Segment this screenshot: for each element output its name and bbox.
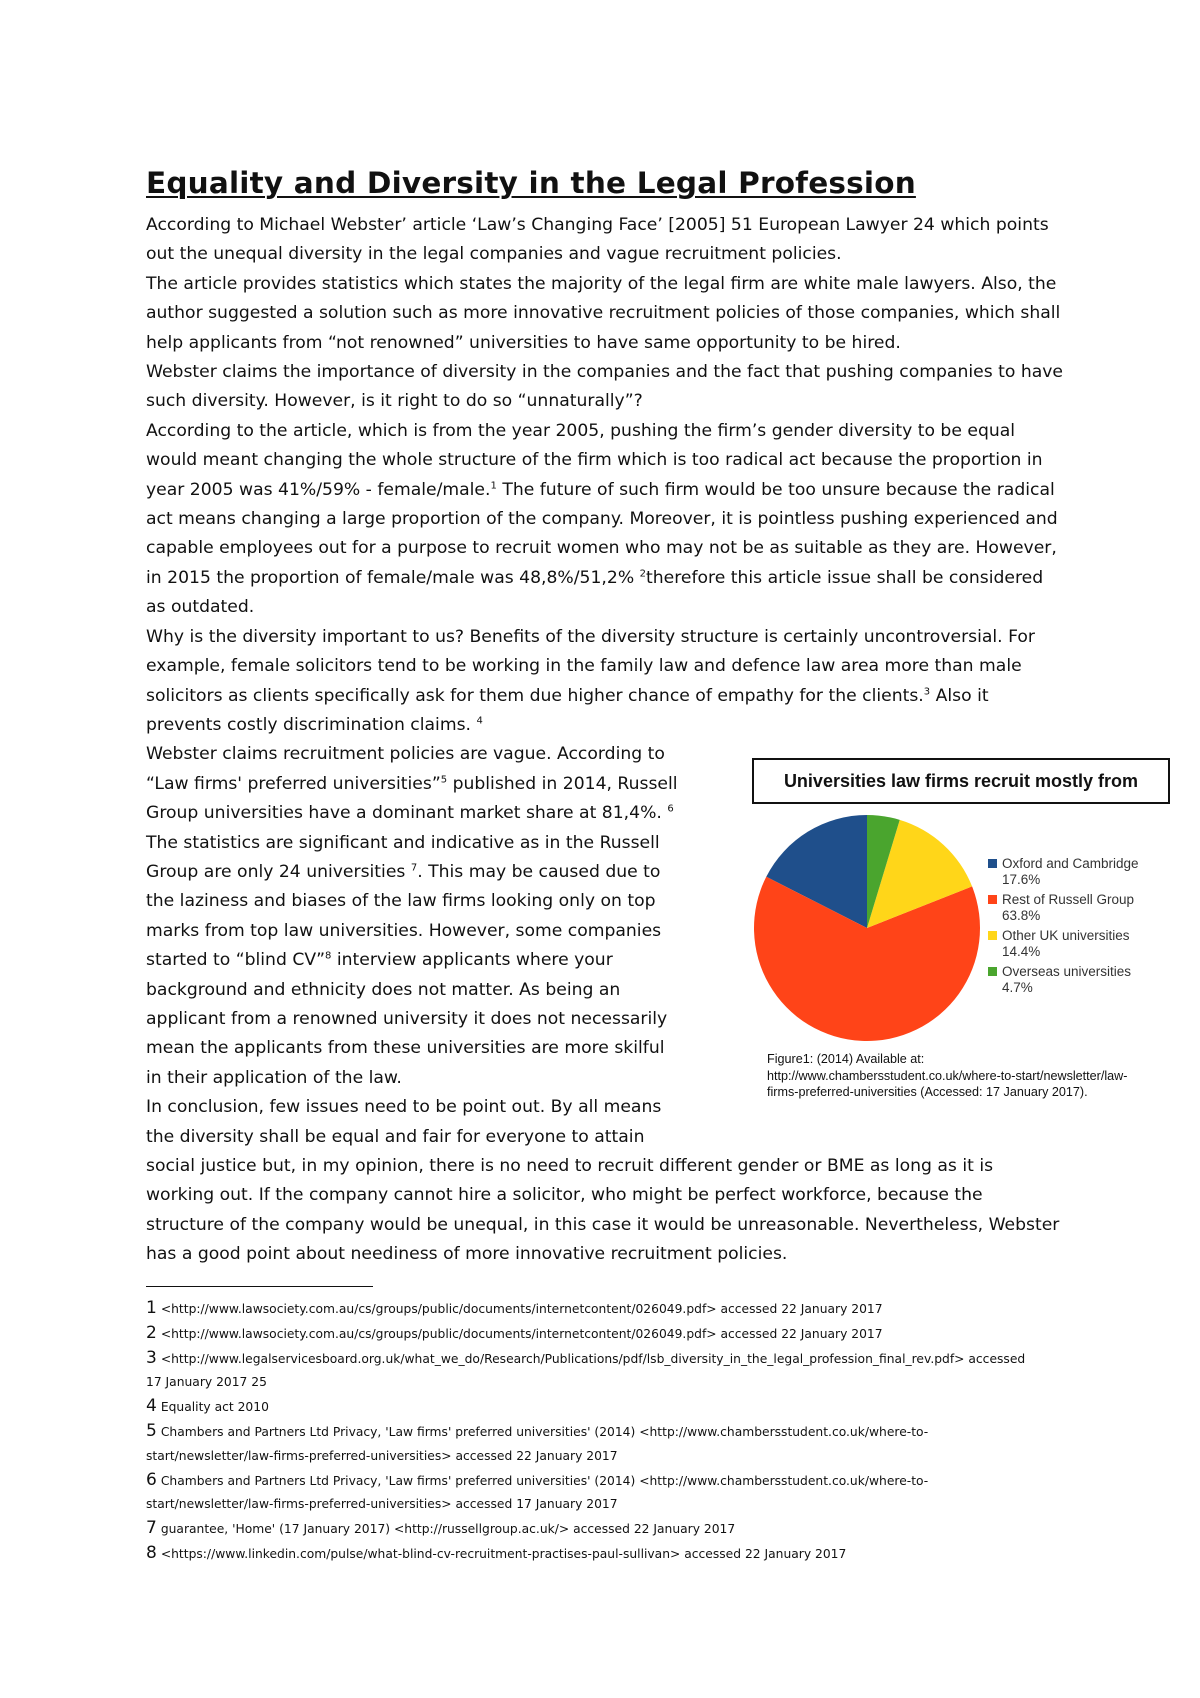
- paragraph-intro: According to Michael Webster’ article ‘Law’s Changing Face’ [2005] 51 European Lawyer 24 which points out the unequal diversity in the legal companies and vague recruitment policies.: [146, 215, 1049, 265]
- footnote-text: Chambers and Partners Ltd Privacy, 'Law firms' preferred universities' (2014) <http://www.chambersstudent.co.uk/where-to-start/newsletter/law-firms-preferred-universities> accessed 17 January 2017: [146, 1473, 929, 1512]
- legend-swatch: [988, 895, 997, 904]
- footnote-ref[interactable]: 1: [490, 479, 497, 491]
- legend-item: [988, 892, 1178, 924]
- footnote-text: Equality act 2010: [160, 1400, 269, 1415]
- chart-legend: [988, 856, 1178, 1000]
- footnotes: [146, 1297, 1026, 1567]
- text-run: The future of such firm would be too unsure because the radical act means changing a large proportion of the company. Moreover, it is pointless pushing experienced and capable employees out for a purpose to recruit women who may not be as suitable as they are. However, in 2015 the proportion of female/male was 48,8%/51,2%: [146, 479, 1058, 588]
- footnote: [146, 1517, 1026, 1542]
- footnote-number: 3: [146, 1347, 157, 1368]
- footnote-ref[interactable]: 8: [325, 950, 332, 962]
- legend-item: [988, 964, 1178, 996]
- caption-line: Figure1: (2014) Available at:: [767, 1052, 925, 1066]
- footnote-text: <http://www.legalservicesboard.org.uk/what_we_do/Research/Publications/pdf/lsb_diversity_in_the_legal_profession_final_rev.pdf> accessed 17 January 2017 25: [146, 1351, 1026, 1390]
- legend-label: Other UK universities: [1002, 928, 1130, 943]
- footnote: [146, 1297, 1026, 1322]
- footnote-ref[interactable]: 5: [440, 773, 448, 785]
- legend-item: [988, 928, 1178, 960]
- footnote-ref[interactable]: 3: [923, 685, 931, 697]
- text-run: interview applicants where your background and ethnicity does not matter. As being an applicant from a renowned university it does not necessarily mean the applicants from these universities are more skilful in their application of the law.: [146, 950, 668, 1088]
- figure-caption: [767, 1051, 1177, 1101]
- footnote-text: guarantee, 'Home' (17 January 2017) <http://russellgroup.ac.uk/> accessed 22 January 2017: [160, 1522, 736, 1537]
- text-run: Webster claims recruitment policies are vague. According to “Law firms' preferred universities”: [146, 744, 665, 794]
- legend-swatch: [988, 931, 997, 940]
- text-run: therefore this article issue shall be considered as outdated.: [146, 567, 1044, 618]
- text-run: published in 2014, Russell Group universities have a dominant market share at 81,4%.: [146, 773, 678, 824]
- legend-label: Overseas universities: [1002, 964, 1132, 979]
- footnote-number: 8: [146, 1542, 157, 1563]
- footnote-ref[interactable]: 6: [667, 803, 674, 815]
- footnote-number: 6: [146, 1469, 157, 1490]
- caption-link[interactable]: http://www.chambersstudent.co.uk/where-to-start/newsletter/law-: [767, 1068, 1128, 1083]
- paragraph-importance: Webster claims the importance of diversity in the companies and the fact that pushing companies to have such diversity. However, is it right to do so “unnaturally”?: [146, 362, 1064, 412]
- paragraph-gender: [146, 417, 1066, 623]
- footnote: [146, 1420, 1026, 1469]
- legend-value: 63.8%: [1002, 908, 1041, 923]
- footnote-separator: [146, 1286, 373, 1287]
- footnote-number: 5: [146, 1420, 157, 1441]
- footnote-ref[interactable]: 2: [639, 568, 646, 580]
- footnote-number: 4: [146, 1396, 157, 1417]
- legend-label: Oxford and Cambridge: [1002, 856, 1139, 871]
- pie-chart-figure: [752, 758, 1178, 1113]
- legend-label: Rest of Russell Group: [1002, 892, 1135, 907]
- text-run: The statistics are significant and indicative as in the Russell Group are only 24 universities: [146, 832, 660, 882]
- paragraph-benefits: [146, 623, 1066, 741]
- text-run: According to the article, which is from the year 2005, pushing the firm’s gender diversity to be equal would meant changing the whole structure of the firm which is too radical act because the proportion in year 2005 was 41%/59% - female/male.: [146, 420, 1043, 500]
- footnote: [146, 1542, 1026, 1567]
- legend-swatch: [988, 967, 997, 976]
- footnote: [146, 1347, 1026, 1396]
- footnote-number: 2: [146, 1322, 157, 1343]
- chart-title: Universities law firms recruit mostly from: [752, 758, 1170, 804]
- text-run: Why is the diversity important to us? Benefits of the diversity structure is certainly uncontroversial. For example, female solicitors tend to be working in the family law and defence law area more than male solicitors as clients specifically ask for them due higher chance of empathy for the clients.: [146, 626, 1035, 706]
- footnote-text: Chambers and Partners Ltd Privacy, 'Law firms' preferred universities' (2014) <http://www.chambersstudent.co.uk/where-to-start/newsletter/law-firms-preferred-universities> accessed 22 January 2017: [146, 1424, 929, 1463]
- paragraph-conclusion: In conclusion, few issues need to be point out. By all means the diversity shall be equal and fair for everyone to attain social justice but, in my opinion, there is no need to recruit different gender or BME as long as it is working out. If the company cannot hire a solicitor, who might be perfect workforce, because the structure of the company would be unequal, in this case it would be unreasonable. Nevertheless, Webster has a good point about neediness of more innovative recruitment policies.: [146, 1097, 1060, 1265]
- pie-chart: [752, 813, 982, 1043]
- text-run: . This may be caused due to the laziness and biases of the law firms looking only on top marks from top law universities. However, some companies started to “blind CV”: [146, 861, 662, 971]
- footnote-number: 1: [146, 1298, 157, 1318]
- footnote-ref[interactable]: 4: [476, 715, 483, 727]
- footnote-number: 7: [146, 1518, 157, 1539]
- text-run: Also it prevents costly discrimination claims.: [146, 685, 989, 735]
- footnote: [146, 1395, 1026, 1420]
- paragraph-statistics: The article provides statistics which states the majority of the legal firm are white male lawyers. Also, the author suggested a solution such as more innovative recruitment policies of those companies, which shall help applicants from “not renowned” universities to have same opportunity to be hired.: [146, 273, 1061, 353]
- footnote-text: <http://www.lawsociety.com.au/cs/groups/public/documents/internetcontent/026049.pdf> accessed 22 January 2017: [160, 1326, 883, 1341]
- legend-value: 17.6%: [1002, 872, 1041, 887]
- footnote-text: <http://www.lawsociety.com.au/cs/groups/public/documents/internetcontent/026049.pdf> accessed 22 January 2017: [160, 1302, 883, 1316]
- footnote: [146, 1322, 1026, 1347]
- legend-value: 4.7%: [1002, 980, 1033, 995]
- legend-item: [988, 856, 1178, 888]
- footnote-ref[interactable]: 7: [410, 862, 418, 874]
- legend-swatch: [988, 859, 997, 868]
- legend-value: 14.4%: [1002, 944, 1041, 959]
- footnote: [146, 1469, 1026, 1518]
- footnote-text: <https://www.linkedin.com/pulse/what-blind-cv-recruitment-practises-paul-sullivan> accessed 22 January 2017: [160, 1546, 847, 1561]
- caption-line: firms-preferred-universities (Accessed: 17 January 2017).: [767, 1085, 1088, 1099]
- page-title: Equality and Diversity in the Legal Profession: [146, 166, 916, 200]
